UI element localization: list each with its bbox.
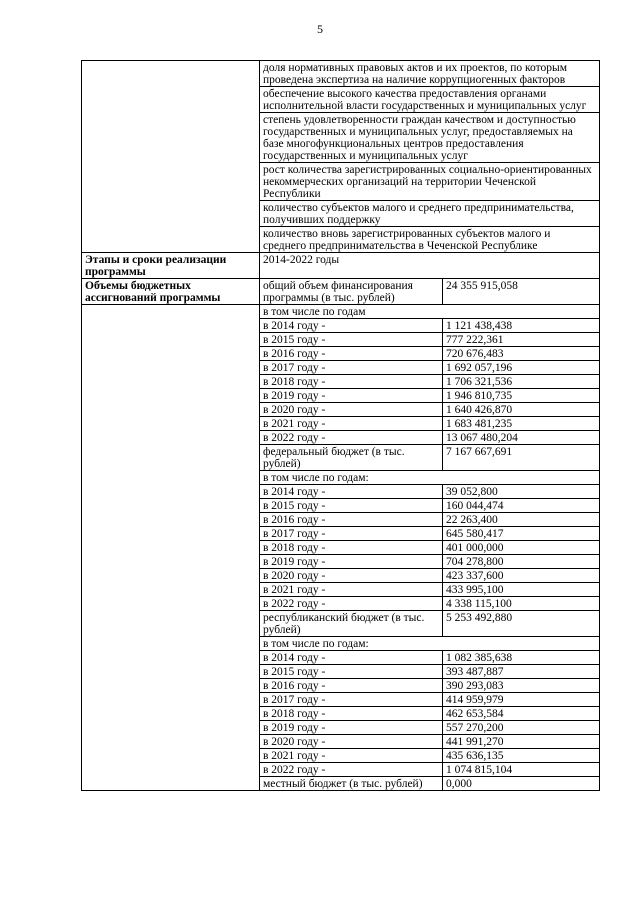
year-label: в 2017 году - <box>260 361 443 375</box>
amount-value: 5 253 492,880 <box>443 611 600 637</box>
year-label: в 2022 году - <box>260 597 443 611</box>
budget-total-row <box>82 279 600 305</box>
empty-label-cell <box>82 61 260 253</box>
stages-value: 2014-2022 годы <box>260 253 600 279</box>
amount-value: 0,000 <box>443 777 600 791</box>
total-value: 24 355 915,058 <box>443 279 600 305</box>
amount-value: 423 337,600 <box>443 569 600 583</box>
year-label: в 2020 году - <box>260 569 443 583</box>
year-label: в 2016 году - <box>260 347 443 361</box>
year-label: в 2022 году - <box>260 763 443 777</box>
year-label: в 2018 году - <box>260 707 443 721</box>
year-label: в 2015 году - <box>260 665 443 679</box>
year-label: в 2015 году - <box>260 333 443 347</box>
budget-label: Объемы бюджетных ассигнований программы <box>82 279 260 305</box>
year-label: республиканский бюджет (в тыс. рублей) <box>260 611 443 637</box>
amount-value: 645 580,417 <box>443 527 600 541</box>
year-label: в 2020 году - <box>260 403 443 417</box>
indicator-text: обеспечение высокого качества предоставления органами исполнительной власти государственных и муниципальных услуг <box>260 87 600 113</box>
year-label: в 2019 году - <box>260 389 443 403</box>
indicator-text: количество вновь зарегистрированных субъектов малого и среднего предпринимательства в Чеченской Республике <box>260 227 600 253</box>
republic-by-years-label: в том числе по годам: <box>260 637 600 651</box>
amount-value: 7 167 667,691 <box>443 445 600 471</box>
amount-value: 1 946 810,735 <box>443 389 600 403</box>
total-label: общий объем финансирования программы (в тыс. рублей) <box>260 279 443 305</box>
amount-value: 13 067 480,204 <box>443 431 600 445</box>
amount-value: 441 991,270 <box>443 735 600 749</box>
year-label: в 2014 году - <box>260 651 443 665</box>
year-label: в 2019 году - <box>260 721 443 735</box>
by-years-label <box>82 305 600 319</box>
amount-value: 4 338 115,100 <box>443 597 600 611</box>
amount-value: 1 683 481,235 <box>443 417 600 431</box>
indicator-text: доля нормативных правовых актов и их проектов, по которым проведена экспертиза на наличие коррупциогенных факторов <box>260 61 600 87</box>
indicator-text: степень удовлетворенности граждан качеством и доступностью государственных и муниципальных услуг, предоставляемых на базе многофункциональных центров предоставления государственных и муниципальных услуг <box>260 113 600 163</box>
amount-value: 1 706 321,536 <box>443 375 600 389</box>
amount-value: 557 270,200 <box>443 721 600 735</box>
year-label: в 2020 году - <box>260 735 443 749</box>
amount-value: 720 676,483 <box>443 347 600 361</box>
year-label: в 2016 году - <box>260 679 443 693</box>
amount-value: 1 640 426,870 <box>443 403 600 417</box>
amount-value: 22 263,400 <box>443 513 600 527</box>
amount-value: 1 692 057,196 <box>443 361 600 375</box>
page-number: 5 <box>317 22 323 36</box>
amount-value: 704 278,800 <box>443 555 600 569</box>
amount-value: 462 653,584 <box>443 707 600 721</box>
year-label: в 2016 году - <box>260 513 443 527</box>
amount-value: 433 995,100 <box>443 583 600 597</box>
amount-value: 1 074 815,104 <box>443 763 600 777</box>
year-label: в 2021 году - <box>260 417 443 431</box>
year-label: в 2015 году - <box>260 499 443 513</box>
program-passport-table <box>81 60 600 791</box>
amount-value: 1 121 438,438 <box>443 319 600 333</box>
empty-label-cell <box>82 305 260 791</box>
year-label: в 2018 году - <box>260 375 443 389</box>
year-label: в 2018 году - <box>260 541 443 555</box>
amount-value: 390 293,083 <box>443 679 600 693</box>
indicator-row <box>82 61 600 87</box>
amount-value: 160 044,474 <box>443 499 600 513</box>
year-label: в 2017 году - <box>260 693 443 707</box>
year-label: в 2021 году - <box>260 749 443 763</box>
year-label: в 2014 году - <box>260 319 443 333</box>
year-label: в 2019 году - <box>260 555 443 569</box>
amount-value: 435 636,135 <box>443 749 600 763</box>
by-years-label: в том числе по годам <box>260 305 600 319</box>
year-label: местный бюджет (в тыс. рублей) <box>260 777 443 791</box>
indicator-text: количество субъектов малого и среднего предпринимательства, получивших поддержку <box>260 201 600 227</box>
amount-value: 39 052,800 <box>443 485 600 499</box>
amount-value: 777 222,361 <box>443 333 600 347</box>
amount-value: 414 959,979 <box>443 693 600 707</box>
indicator-text: рост количества зарегистрированных социально-ориентированных некоммерческих организаций на территории Чеченской Республики <box>260 163 600 201</box>
year-label: в 2017 году - <box>260 527 443 541</box>
stages-label: Этапы и сроки реализации программы <box>82 253 260 279</box>
stages-row <box>82 253 600 279</box>
amount-value: 393 487,887 <box>443 665 600 679</box>
year-label: в 2022 году - <box>260 431 443 445</box>
year-label: в 2014 году - <box>260 485 443 499</box>
amount-value: 1 082 385,638 <box>443 651 600 665</box>
year-label: в 2021 году - <box>260 583 443 597</box>
year-label: федеральный бюджет (в тыс. рублей) <box>260 445 443 471</box>
amount-value: 401 000,000 <box>443 541 600 555</box>
federal-by-years-label: в том числе по годам: <box>260 471 600 485</box>
